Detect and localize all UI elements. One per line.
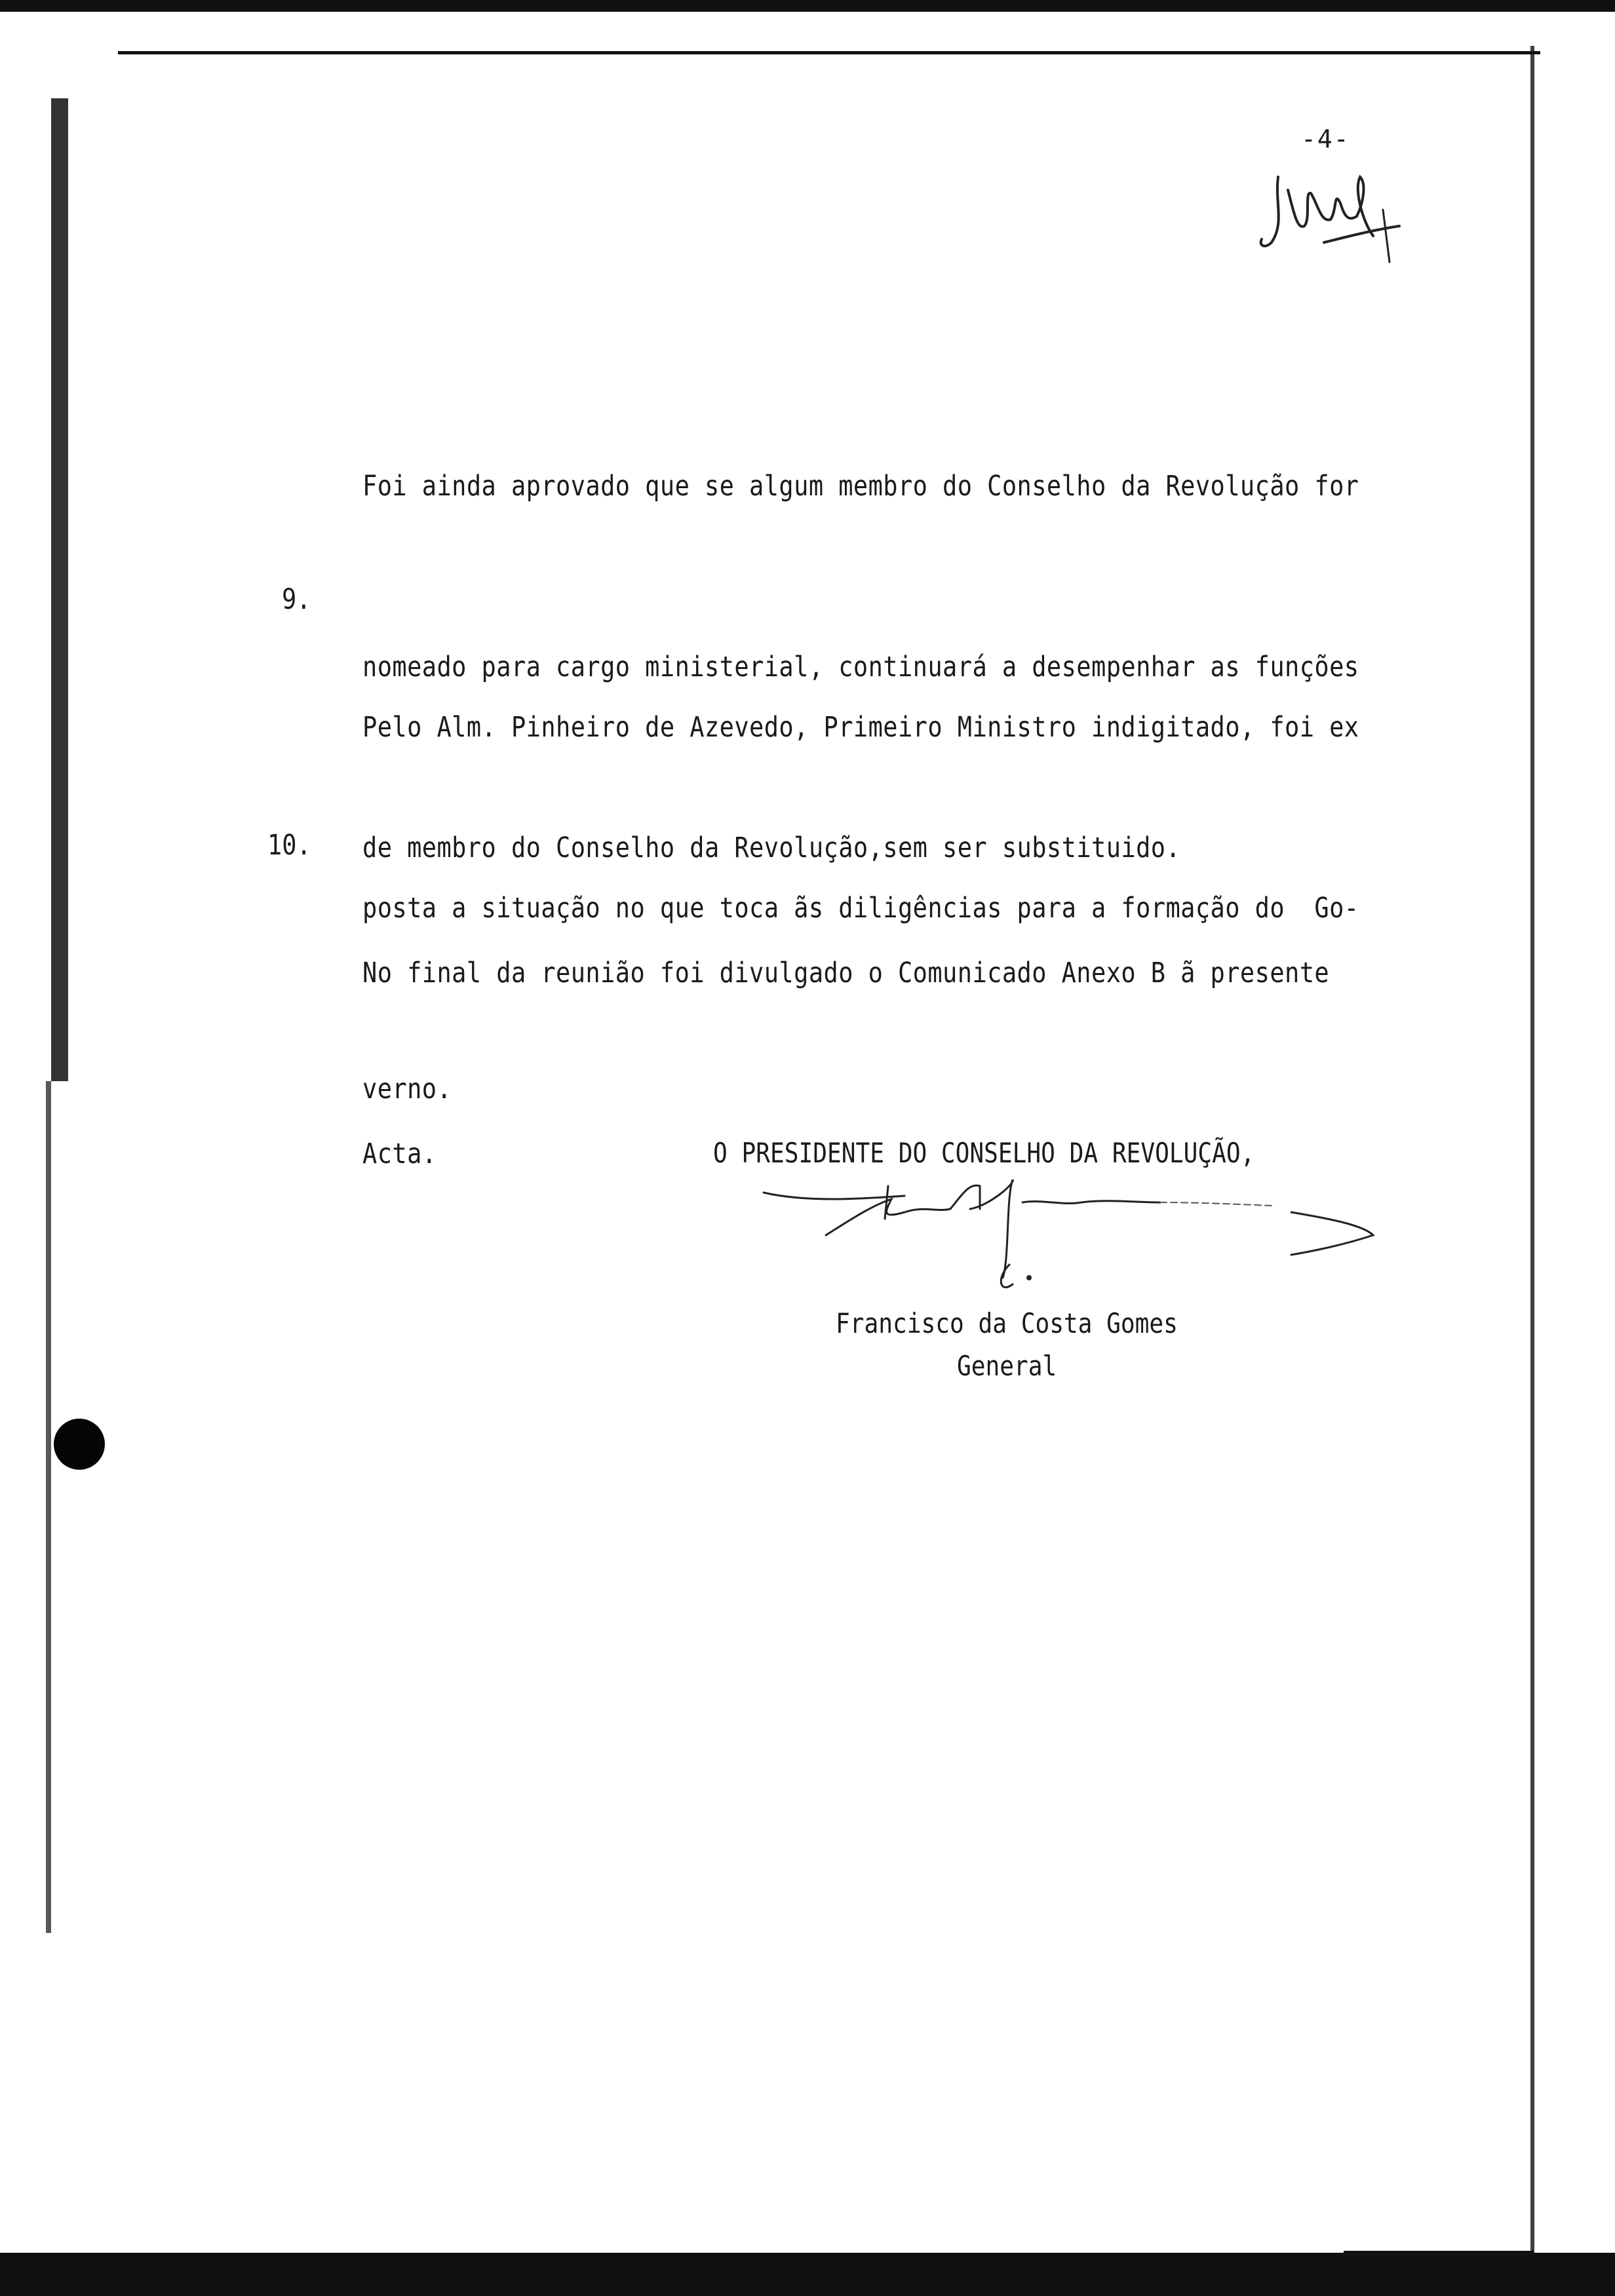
paragraph-line: Acta. bbox=[362, 1138, 437, 1170]
paragraph-number: 9. bbox=[282, 583, 311, 616]
scan-left-edge-lower bbox=[46, 1081, 51, 1933]
scan-left-edge bbox=[51, 98, 68, 1081]
paragraph-line: verno. bbox=[362, 1073, 452, 1105]
paragraph-number: 10. bbox=[267, 829, 311, 862]
paragraph-line: nomeado para cargo ministerial, continuará a desempenhar as funções bbox=[362, 651, 1359, 683]
scan-right-bottom-rule bbox=[1344, 2251, 1534, 2253]
paragraph-line: posta a situação no que toca ãs diligências para a formação do Go- bbox=[362, 892, 1359, 925]
punch-hole bbox=[54, 1419, 105, 1470]
scan-top-edge bbox=[0, 0, 1615, 12]
handwritten-initials bbox=[1258, 164, 1409, 269]
paragraph-line: de membro do Conselho da Revolução,sem ser substituido. bbox=[362, 832, 1181, 864]
scan-right-edge bbox=[1530, 46, 1534, 2254]
signatory-name: Francisco da Costa Gomes bbox=[836, 1307, 1178, 1339]
paragraph-line: Pelo Alm. Pinheiro de Azevedo, Primeiro Ministro indigitado, foi ex bbox=[362, 711, 1359, 744]
scan-top-rule bbox=[118, 51, 1540, 54]
handwritten-signature bbox=[754, 1179, 1390, 1297]
scan-bottom-edge bbox=[0, 2253, 1615, 2296]
signatory-rank: General bbox=[957, 1350, 1057, 1382]
signatory-title: O PRESIDENTE DO CONSELHO DA REVOLUÇÃO, bbox=[713, 1137, 1255, 1169]
page-number: -4- bbox=[1301, 124, 1350, 153]
paragraph-line: Foi ainda aprovado que se algum membro do Conselho da Revolução for bbox=[362, 470, 1359, 503]
paragraph-line: No final da reunião foi divulgado o Comunicado Anexo B ã presente bbox=[362, 957, 1330, 989]
